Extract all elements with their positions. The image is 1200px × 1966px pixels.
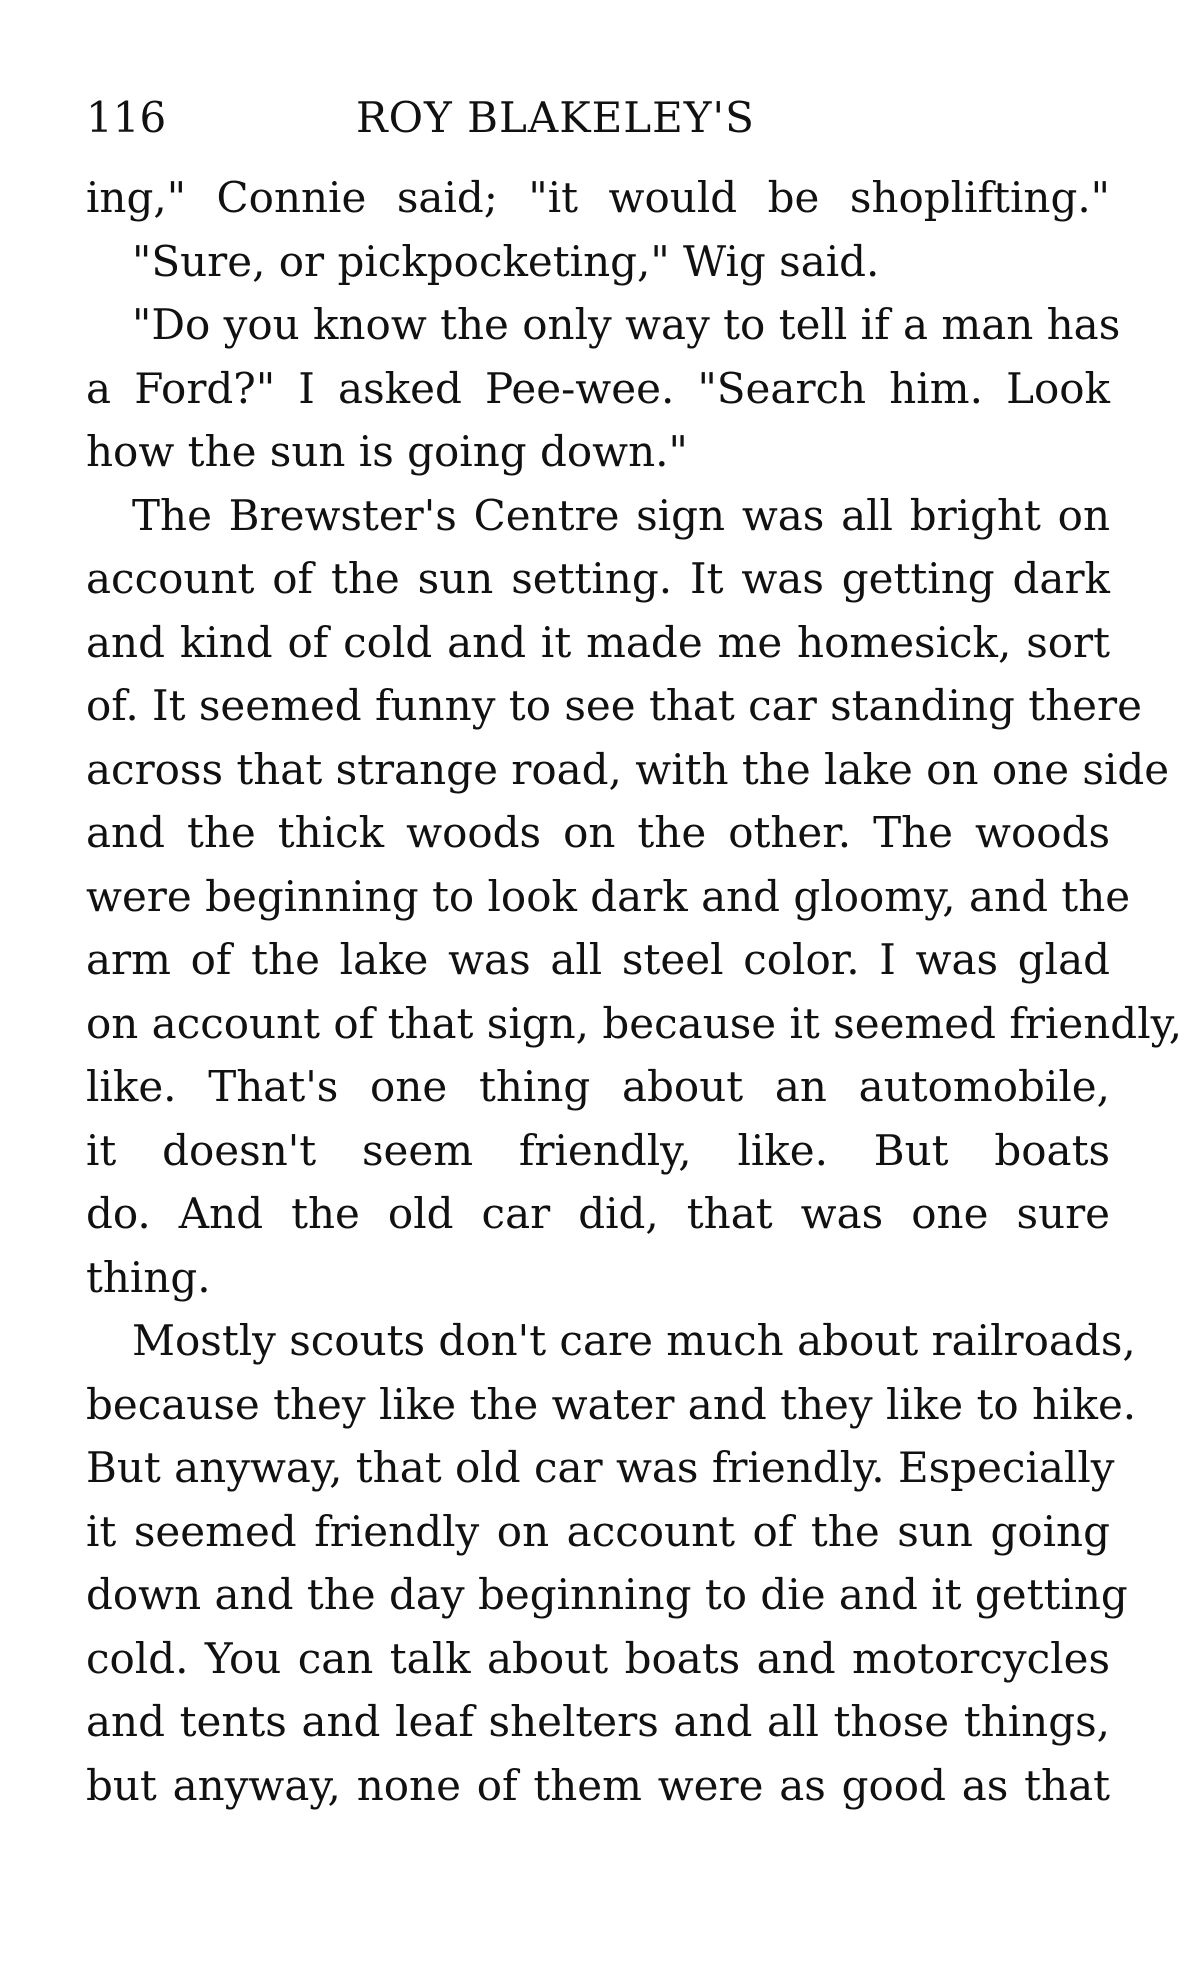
running-head: ROY BLAKELEY'S <box>356 93 755 142</box>
page-number: 116 <box>86 93 167 142</box>
text-line: a Ford?" I asked Pee-wee. "Search him. Look <box>86 363 1110 413</box>
text-line: account of the sun setting. It was getting dark <box>86 554 1110 603</box>
text-line: and the thick woods on the other. The woods <box>86 808 1110 857</box>
text-line: arm of the lake was all steel color. I was glad <box>86 935 1110 984</box>
text-line: of. It seemed funny to see that car standing there <box>86 681 1142 730</box>
text-line: Mostly scouts don't care much about railroads, <box>132 1316 1136 1365</box>
text-line: like. That's one thing about an automobile, <box>86 1062 1110 1111</box>
text-line: do. And the old car did, that was one sure <box>86 1189 1110 1238</box>
text-line: were beginning to look dark and gloomy, and the <box>86 871 1131 921</box>
text-line: cold. You can talk about boats and motorcycles <box>86 1633 1110 1683</box>
text-line: and tents and leaf shelters and all those things, <box>86 1697 1110 1746</box>
page-header <box>86 88 1106 148</box>
text-line: on account of that sign, because it seemed friendly, <box>86 998 1183 1048</box>
text-line: "Do you know the only way to tell if a man has <box>132 300 1121 349</box>
text-line: thing. <box>86 1252 211 1302</box>
text-line: ing," Connie said; "it would be shoplifting." <box>86 173 1110 222</box>
text-line: but anyway, none of them were as good as that <box>86 1760 1110 1810</box>
text-line: across that strange road, with the lake on one side <box>86 744 1170 794</box>
text-line: it doesn't seem friendly, like. But boats <box>86 1125 1110 1175</box>
text-line: down and the day beginning to die and it getting <box>86 1570 1128 1619</box>
body-text <box>86 166 1183 1817</box>
text-line: and kind of cold and it made me homesick, sort <box>86 617 1110 667</box>
text-line: "Sure, or pickpocketing," Wig said. <box>132 236 880 286</box>
text-line: The Brewster's Centre sign was all bright on <box>132 490 1110 540</box>
text-line: But anyway, that old car was friendly. Especially <box>86 1443 1115 1492</box>
text-line: because they like the water and they like to hike. <box>86 1379 1137 1429</box>
text-line: how the sun is going down." <box>86 427 688 476</box>
text-line: it seemed friendly on account of the sun going <box>86 1506 1110 1556</box>
